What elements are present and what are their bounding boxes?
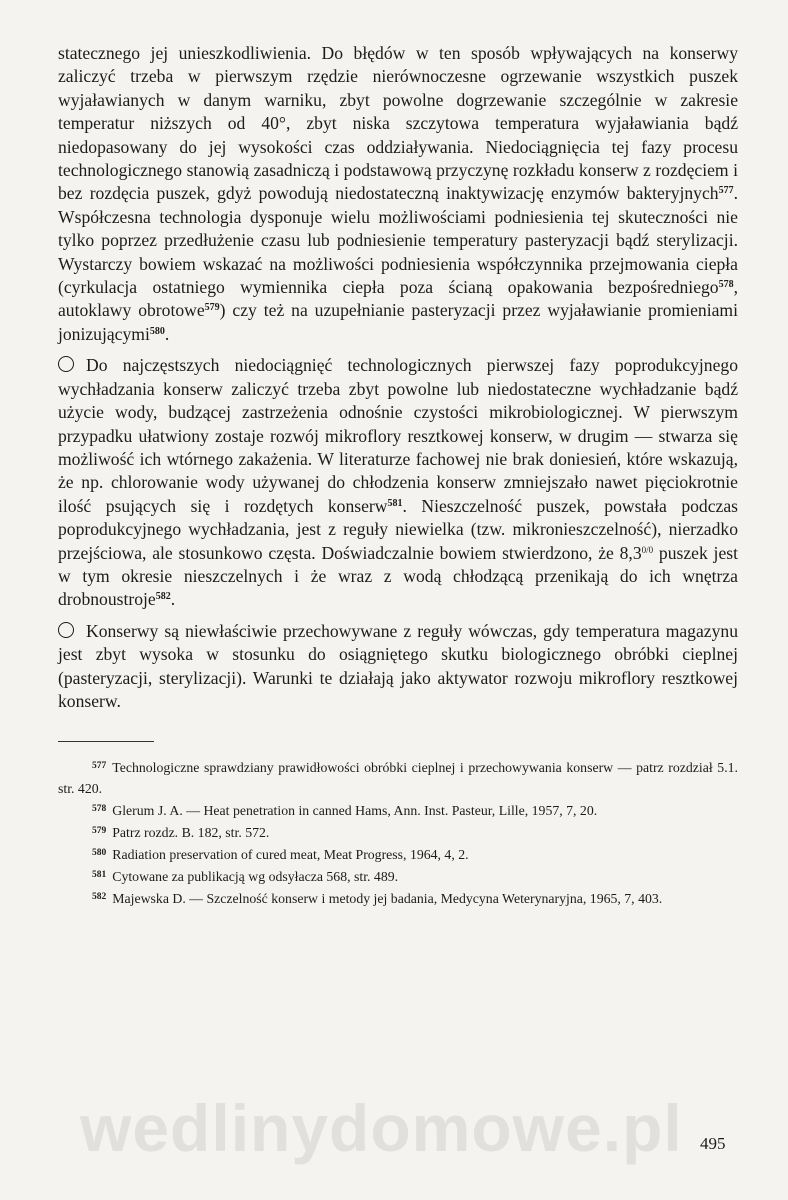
footnote-580: $^{580}$ Radiation preservation of cured meat, Meat Progress, 1964, 4, 2. bbox=[92, 847, 469, 863]
paragraph-text: , autoklawy obrotowe bbox=[58, 277, 738, 321]
footnote-578: $^{578}$ Glerum J. A. — Heat penetration in canned Hams, Ann. Inst. Pasteur, Lille, 1957, 7, 20. bbox=[92, 803, 598, 819]
percent-sign: 0/0 bbox=[641, 544, 654, 555]
footnote-ref: 577 bbox=[718, 185, 734, 197]
paragraph-text: . Współczesna technologia dysponuje wielu możliwościami podniesienia tej skuteczności nie tylko poprzez przedłużenie czasu lub podniesienie temperatury pasteryzacji bądź sterylizacji. Wystarczy bowiem wskazać na możliwości podniesienia współczynnika przejmowania ciepła (cyrkulacja ostatniego wymiennika ciepła poza ścianą opakowania bezpośredniego bbox=[58, 183, 738, 298]
footnote-582: $^{582}$ Majewska D. — Szczelność konserw i metody jej badania, Medycyna Weterynaryjna, 1965, 7, 403. bbox=[92, 891, 663, 907]
footnote-divider bbox=[58, 741, 154, 742]
paragraph-text: Do najczęstszych niedociągnięć technologicznych pierwszej fazy poprodukcyjnego wychładzania konserw zaliczyć trzeba zbyt powolne lub niedostateczne wychładzanie bądź użycie wody, budzącej zastrzeżenia odnośnie czystości mikrobiologicznej. W pierwszym przypadku ułatwiony zostaje rozwój mikroflory resztkowej konserw, w drugim — stwarza się możliwość ich wtórnego zakażenia. W literaturze fachowej nie brak doniesień, które wskazują, że np. chlorowanie wody używanej do chłodzenia konserw zmniejszało nawet pięciokrotnie ilość psujących się i rozdętych konserw bbox=[58, 355, 738, 516]
circle-bullet-icon bbox=[58, 356, 74, 372]
paragraph-1 bbox=[58, 42, 738, 346]
paragraph-text: statecznego jej unieszkodliwienia. Do błędów w ten sposób wpływających na konserwy zaliczyć trzeba w pierwszym rzędzie nierównoczesne ogrzewanie wszystkich puszek wyjaławianych w danym warniku, zbyt powolne dogrzewanie szczególnie w zakresie temperatur niższych od 40°, zbyt niska szczytowa temperatura wyjaławiania bądź niedopasowany do jej wysokości czas oddziaływania. Niedociągnięcia tej fazy procesu technologicznego stanowią zasadniczą i podstawową przyczynę rozkładu konserw z rozdęciem i bez rozdęcia puszek, gdyż powodują niedostateczną inaktywizację enzymów bakteryjnych bbox=[58, 43, 738, 204]
footnotes bbox=[58, 756, 738, 909]
footnote-ref: 579 bbox=[204, 302, 220, 314]
paragraph-text: . bbox=[164, 323, 170, 344]
footnote-577: $^{577}$ Technologiczne sprawdziany prawidłowości obróbki cieplnej i przechowywania konserw — patrz rozdział 5.1. str. 420. bbox=[58, 760, 738, 797]
footnote-ref: 581 bbox=[387, 497, 403, 509]
footnote-579: $^{579}$ Patrz rozdz. B. 182, str. 572. bbox=[92, 825, 270, 841]
footnote-ref: 582 bbox=[155, 591, 171, 603]
paragraph-text: Konserwy są niewłaściwie przechowywane z reguły wówczas, gdy temperatura magazynu jest zbyt wysoka w stosunku do osiągniętego skutku biologicznego obróbki cieplnej (pasteryzacji, sterylizacji). Warunki te działają jako aktywator rozwoju mikroflory resztkowej konserw. bbox=[58, 620, 738, 711]
watermark: wedlinydomowe.pl bbox=[80, 1091, 683, 1165]
footnote-ref: 580 bbox=[149, 325, 165, 337]
paragraph-text: . Nieszczelność puszek, powstała podczas poprodukcyjnego wychładzania, jest z reguły niewielka (tzw. mikronieszczelność), nierzadko przejściowa, ale stosunkowo częsta. Doświadczalnie bowiem stwierdzono, że 8,3 bbox=[58, 495, 738, 563]
paragraph-text: . bbox=[170, 589, 176, 610]
paragraph-text: puszek jest w tym okresie nieszczelnych i że wraz z wodą chłodzącą przenikają do ich wnętrza drobnoustroje bbox=[58, 542, 738, 610]
page-number: 495 bbox=[700, 1134, 726, 1153]
page-body bbox=[58, 42, 738, 909]
circle-bullet-icon bbox=[58, 622, 74, 638]
footnote-ref: 578 bbox=[718, 279, 734, 291]
paragraph-3 bbox=[58, 620, 738, 714]
paragraph-2 bbox=[58, 354, 738, 611]
paragraph-text: ) czy też na uzupełnianie pasteryzacji przez wyjaławianie promieniami jonizującymi bbox=[58, 300, 738, 344]
footnote-581: $^{581}$ Cytowane za publikacją wg odsyłacza 568, str. 489. bbox=[92, 869, 399, 885]
